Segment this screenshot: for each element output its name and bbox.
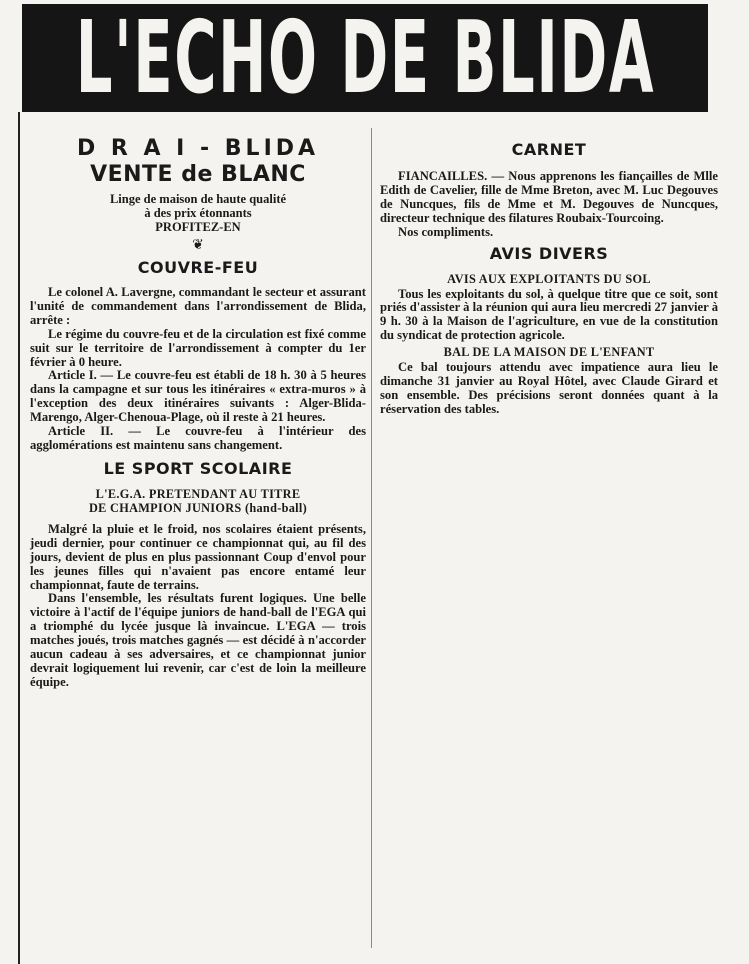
ad-line-5: PROFITEZ-EN xyxy=(155,220,241,234)
right-column xyxy=(380,118,718,417)
couvre-feu-paragraph-1: Le colonel A. Lavergne, commandant le secteur et assurant l'unité de commandement dans l'arrondissement de Blida, arrête : xyxy=(30,285,366,327)
avis-divers-heading: AVIS DIVERS xyxy=(489,243,609,263)
sport-heading: LE SPORT SCOLAIRE xyxy=(103,458,293,478)
couvre-feu-heading: COUVRE-FEU xyxy=(137,258,259,277)
carnet-paragraph-1: FIANCAILLES. — Nous apprenons les fiançailles de Mlle Edith de Cavelier, fille de Mme Breton, avec M. Luc Degouves de Nuncques, fils de Mme et M. Degouves de Nuncques, directeur technique des filatures Roubaix-Tourcoing. xyxy=(380,169,718,225)
couvre-feu-article xyxy=(30,258,366,453)
sport-subtitle-2: DE CHAMPION JUNIORS (hand-ball) xyxy=(88,500,308,515)
bal-paragraph: Ce bal toujours attendu avec impatience aura lieu le dimanche 31 janvier au Royal Hôtel, avec Claude Girard et son ensemble. Des précisions seront données quant à la réservation des tables. xyxy=(380,360,718,416)
sport-subtitle-1: L'E.G.A. PRETENDANT AU TITRE xyxy=(95,486,301,501)
sport-paragraph-2: Dans l'ensemble, les résultats furent logiques. Une belle victoire à l'actif de l'équipe juniors de hand-ball de l'EGA qui a triomphé du lycée jusque là invaincue. L'EGA — trois matches joués, trois matches gagnés — est décidé à n'accorder aucun cadeau à ses adversaires, et ce championnat junior devrait logiquement lui revenir, car c'est de loin la meilleure équipe. xyxy=(30,591,366,689)
left-border-rule xyxy=(18,112,20,964)
masthead-title: L'ECHO DE BLIDA xyxy=(75,4,655,112)
sport-article xyxy=(30,459,366,690)
left-column xyxy=(30,118,366,690)
avis-exploitants-paragraph: Tous les exploitants du sol, à quelque titre que ce soit, sont priés d'assister à la réunion qui aura lieu mercredi 27 janvier à 9 h. 30 à la Maison de l'agriculture, en vue de la constitution du syndicat de protection agricole. xyxy=(380,286,718,343)
ad-line-2: VENTE de BLANC xyxy=(90,162,306,187)
ad-line-1: D R A I - BLIDA xyxy=(76,136,320,161)
ad-line-3: Linge de maison de haute qualité xyxy=(109,192,287,206)
carnet-paragraph-2: Nos compliments. xyxy=(398,224,494,239)
drai-advertisement xyxy=(30,136,366,254)
ad-line-4: à des prix étonnants xyxy=(144,206,252,220)
masthead xyxy=(22,4,708,112)
couvre-feu-paragraph-4: Article II. — Le couvre-feu à l'intérieur des agglomérations est maintenu sans changement. xyxy=(30,424,366,452)
carnet-section xyxy=(380,140,718,240)
ornament-icon: ❦ xyxy=(192,238,204,253)
carnet-heading: CARNET xyxy=(511,140,587,159)
avis-exploitants-title: AVIS AUX EXPLOITANTS DU SOL xyxy=(447,271,651,286)
couvre-feu-paragraph-3: Article I. — Le couvre-feu est établi de 18 h. 30 à 5 heures dans la campagne et sur tous les itinéraires « extra-muros » à l'exception des deux itinéraires suivants : Alger-Blida-Marengo, Alger-Chenoua-Plage, où il reste à 21 heures. xyxy=(30,368,366,425)
avis-divers-section xyxy=(380,244,718,417)
couvre-feu-paragraph-2: Le régime du couvre-feu et de la circulation est fixé comme suit sur le territoire de l'arrondissement à compter du 1er février à 0 heure. xyxy=(30,326,366,369)
sport-paragraph-1: Malgré la pluie et le froid, nos scolaires étaient présents, jeudi dernier, pour continuer ce championnat qui, au fil des jours, devient de plus en plus passionnant Coup d'envol pour les jeunes filles qui n'avaient pas encore entamé leur championnat, faute de terrains. xyxy=(30,521,366,592)
bal-title: BAL DE LA MAISON DE L'ENFANT xyxy=(443,345,655,360)
column-divider xyxy=(371,128,372,948)
